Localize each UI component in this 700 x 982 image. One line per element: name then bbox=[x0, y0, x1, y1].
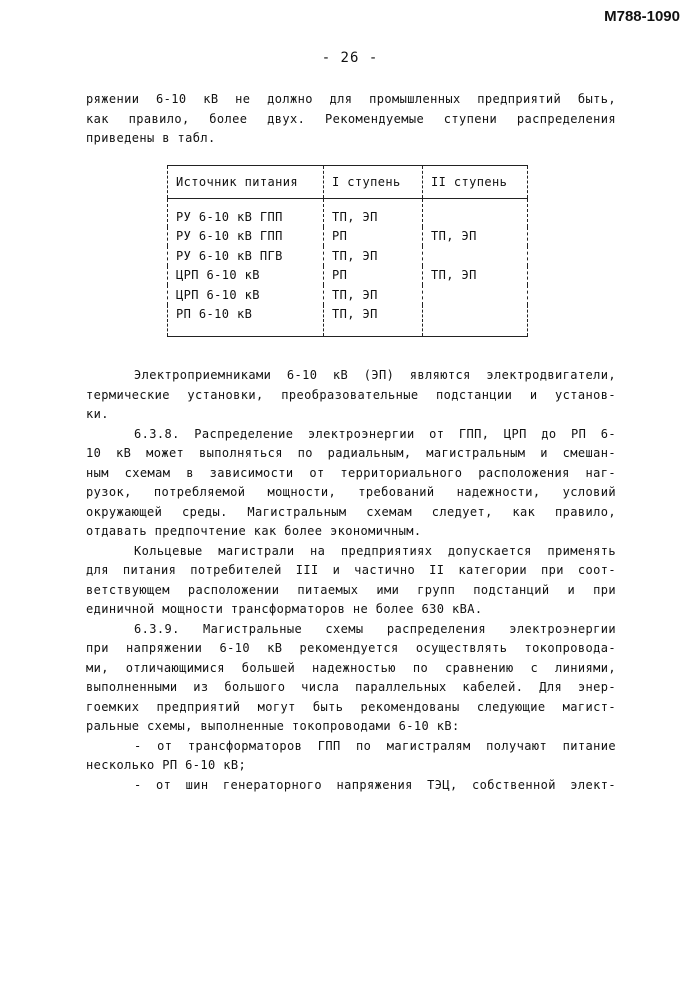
text-line: ки. bbox=[86, 407, 109, 421]
text-line: ветствующем расположении питаемых ими групп подстанций и при bbox=[86, 582, 616, 597]
text-line: 6.3.8. Распределение электроэнергии от ГПП, ЦРП до РП 6- bbox=[134, 426, 616, 441]
text-line: - от трансформаторов ГПП по магистралям получают питание bbox=[134, 738, 616, 753]
text-line: как правило, более двух. Рекомендуемые ступени распределения bbox=[86, 111, 616, 126]
table-header-row bbox=[168, 166, 528, 199]
cell-stage-2: ТП, ЭП bbox=[423, 227, 528, 247]
header-stage-2: II ступень bbox=[423, 166, 528, 199]
cell-stage-1: ТП, ЭП bbox=[324, 285, 423, 305]
text-line: - от шин генераторного напряжения ТЭЦ, собственной элект- bbox=[134, 777, 616, 792]
text-line: несколько РП 6-10 кВ; bbox=[86, 758, 247, 772]
text-line: рузок, потребляемой мощности, требований надежности, условий bbox=[86, 485, 616, 499]
cell-source: РУ 6-10 кВ ГПП bbox=[168, 227, 324, 247]
text-line: при напряжении 6-10 кВ рекомендуется осуществлять токопровода- bbox=[86, 641, 616, 655]
cell-stage-1: ТП, ЭП bbox=[324, 199, 423, 227]
header-source: Источник питания bbox=[168, 166, 324, 199]
cell-stage-1: ТП, ЭП bbox=[324, 246, 423, 266]
body-text bbox=[86, 366, 616, 795]
text-line: Электроприемниками 6-10 кВ (ЭП) являются электродвигатели, bbox=[134, 368, 616, 382]
table-row bbox=[168, 246, 528, 266]
text-line: термические установки, преобразовательные подстанции и установ- bbox=[86, 387, 616, 402]
table-row bbox=[168, 227, 528, 247]
cell-stage-2 bbox=[423, 285, 528, 305]
table-row bbox=[168, 199, 528, 227]
cell-stage-2 bbox=[423, 246, 528, 266]
header-stage-1: I ступень bbox=[324, 166, 423, 199]
text-line: Кольцевые магистрали на предприятиях допускается применять bbox=[134, 543, 616, 558]
document-code: М788-1090 bbox=[604, 8, 680, 25]
cell-stage-2 bbox=[423, 305, 528, 337]
table-row bbox=[168, 285, 528, 305]
text-line: ряжении 6-10 кВ не должно для промышленных предприятий быть, bbox=[86, 92, 616, 106]
cell-stage-2 bbox=[423, 199, 528, 227]
text-line: для питания потребителей III и частично II категории при соот- bbox=[86, 563, 616, 577]
text-line: ми, отличающимися большей надежностью по сравнению с линиями, bbox=[86, 660, 616, 675]
cell-source: РУ 6-10 кВ ПГВ bbox=[168, 246, 324, 266]
cell-stage-1: РП bbox=[324, 266, 423, 286]
cell-source: РП 6-10 кВ bbox=[168, 305, 324, 337]
cell-source: ЦРП 6-10 кВ bbox=[168, 266, 324, 286]
text-line: единичной мощности трансформаторов не более 630 кВА. bbox=[86, 602, 483, 616]
cell-stage-1: РП bbox=[324, 227, 423, 247]
text-line: отдавать предпочтение как более экономичным. bbox=[86, 524, 422, 538]
text-line: выполненными из большого числа параллельных кабелей. Для энер- bbox=[86, 680, 616, 694]
distribution-steps-table bbox=[167, 165, 528, 337]
cell-source: ЦРП 6-10 кВ bbox=[168, 285, 324, 305]
page-number: - 26 - bbox=[321, 50, 379, 66]
text-line: окружающей среды. Магистральным схемам следует, как правило, bbox=[86, 504, 616, 519]
text-line: 10 кВ может выполняться по радиальным, магистральным и смешан- bbox=[86, 446, 616, 460]
text-line: ным схемам в зависимости от территориального расположения наг- bbox=[86, 465, 616, 480]
cell-stage-2: ТП, ЭП bbox=[423, 266, 528, 286]
text-line: ральные схемы, выполненные токопроводами 6-10 кВ: bbox=[86, 719, 460, 733]
text-line: гоемких предприятий могут быть рекомендованы следующие магист- bbox=[86, 699, 616, 714]
cell-stage-1: ТП, ЭП bbox=[324, 305, 423, 337]
text-line: приведены в табл. bbox=[86, 131, 216, 145]
text-line: 6.3.9. Магистральные схемы распределения электроэнергии bbox=[134, 621, 616, 636]
table-row bbox=[168, 305, 528, 337]
intro-paragraph bbox=[86, 90, 616, 149]
cell-source: РУ 6-10 кВ ГПП bbox=[168, 199, 324, 227]
table-row bbox=[168, 266, 528, 286]
